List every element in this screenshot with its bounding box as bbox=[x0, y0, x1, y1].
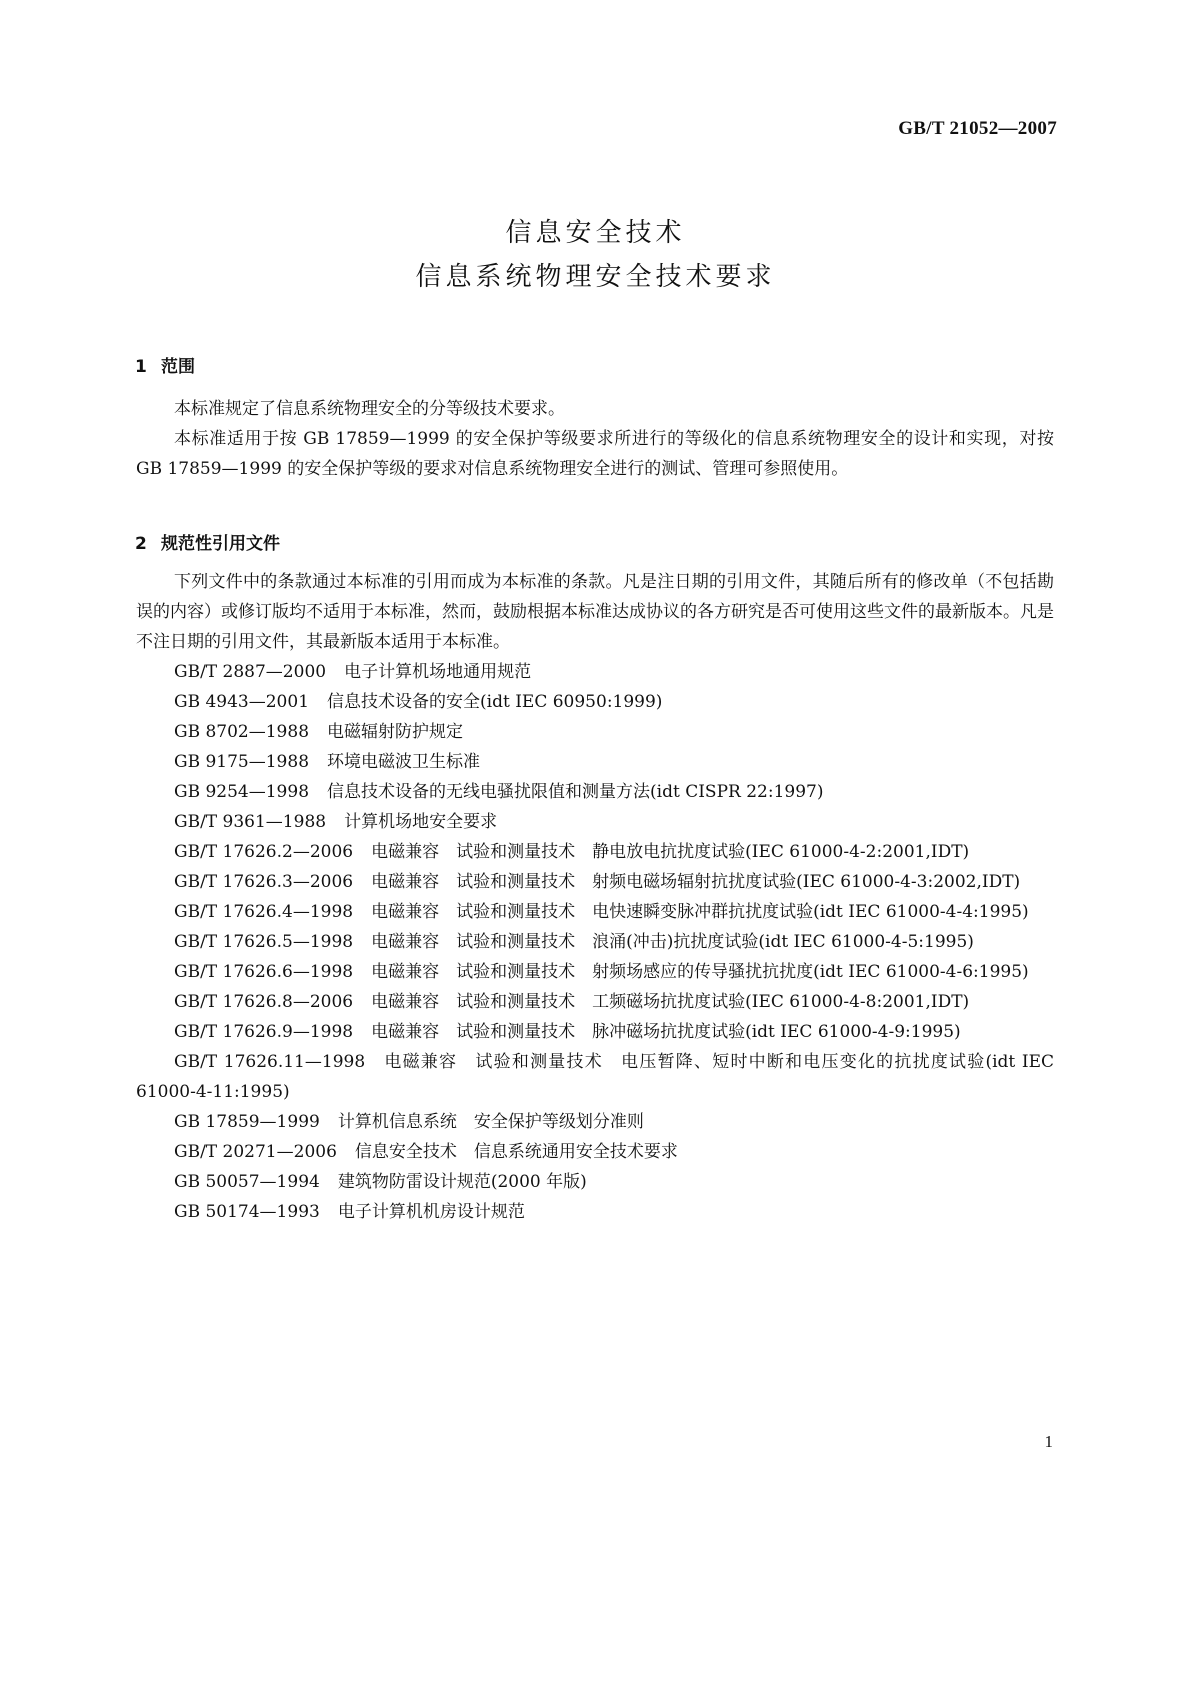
reference-title: 环境电磁波卫生标准 bbox=[327, 752, 481, 772]
reference-title: 建筑物防雷设计规范(2000 年版) bbox=[337, 1172, 587, 1192]
reference-title: 电磁辐射防护规定 bbox=[327, 722, 464, 742]
reference-code: GB 9175—1988 bbox=[174, 752, 310, 772]
reference-list bbox=[136, 657, 1054, 1227]
reference-item bbox=[136, 807, 1054, 837]
reference-item bbox=[136, 957, 1054, 987]
reference-code: GB 50174—1993 bbox=[174, 1202, 320, 1222]
section-title: 范围 bbox=[161, 357, 195, 377]
section-title: 规范性引用文件 bbox=[161, 534, 280, 554]
reference-title: 电子计算机场地通用规范 bbox=[344, 662, 532, 682]
reference-code: GB 17859—1999 bbox=[174, 1112, 320, 1132]
reference-item bbox=[136, 777, 1054, 807]
reference-code: GB/T 2887—2000 bbox=[174, 662, 327, 682]
reference-item bbox=[136, 747, 1054, 777]
reference-code: GB 8702—1988 bbox=[174, 722, 310, 742]
reference-title: 电磁兼容 试验和测量技术 射频场感应的传导骚扰抗扰度(idt IEC 61000-4-6:1995) bbox=[371, 962, 1029, 982]
reference-item bbox=[136, 717, 1054, 747]
section-number: 2 bbox=[135, 534, 147, 554]
section-number: 1 bbox=[135, 357, 147, 377]
reference-item bbox=[136, 1167, 1054, 1197]
reference-code: GB/T 17626.8—2006 bbox=[174, 992, 354, 1012]
reference-item bbox=[136, 867, 1054, 897]
reference-code: GB/T 20271—2006 bbox=[174, 1142, 337, 1162]
reference-title: 计算机场地安全要求 bbox=[344, 812, 498, 832]
document-title-line1: 信息安全技术 bbox=[505, 218, 686, 248]
standard-number: GB/T 21052—2007 bbox=[898, 118, 1057, 139]
reference-title: 电子计算机机房设计规范 bbox=[337, 1202, 525, 1222]
reference-title: 电磁兼容 试验和测量技术 脉冲磁场抗扰度试验(idt IEC 61000-4-9:1995) bbox=[371, 1022, 961, 1042]
reference-title: 计算机信息系统 安全保护等级划分准则 bbox=[337, 1112, 644, 1132]
reference-title: 信息技术设备的安全(idt IEC 60950:1999) bbox=[327, 692, 663, 712]
reference-title: 电磁兼容 试验和测量技术 静电放电抗扰度试验(IEC 61000-4-2:2001,IDT) bbox=[371, 842, 970, 862]
paragraph: 本标准适用于按 GB 17859—1999 的安全保护等级要求所进行的等级化的信息系统物理安全的设计和实现，对按 GB 17859—1999 的安全保护等级的要求对信息系统物理安全进行的测试、管理可参照使用。 bbox=[136, 429, 1054, 479]
reference-code: GB/T 9361—1988 bbox=[174, 812, 327, 832]
reference-code: GB 9254—1998 bbox=[174, 782, 310, 802]
reference-title: 电磁兼容 试验和测量技术 电快速瞬变脉冲群抗扰度试验(idt IEC 61000-4-4:1995) bbox=[371, 902, 1029, 922]
reference-title: 电磁兼容 试验和测量技术 电压暂降、短时中断和电压变化的抗扰度试验(idt IEC 61000-4-11:1995) bbox=[136, 1052, 1054, 1102]
reference-code: GB/T 17626.6—1998 bbox=[174, 962, 354, 982]
section-body-scope bbox=[136, 394, 1054, 484]
reference-code: GB/T 17626.9—1998 bbox=[174, 1022, 354, 1042]
reference-title: 电磁兼容 试验和测量技术 工频磁场抗扰度试验(IEC 61000-4-8:2001,IDT) bbox=[371, 992, 970, 1012]
page-number: 1 bbox=[1044, 1432, 1053, 1451]
reference-item bbox=[136, 1137, 1054, 1167]
reference-code: GB/T 17626.4—1998 bbox=[174, 902, 354, 922]
paragraph: 本标准规定了信息系统物理安全的分等级技术要求。 bbox=[174, 399, 565, 419]
reference-title: 信息技术设备的无线电骚扰限值和测量方法(idt CISPR 22:1997) bbox=[327, 782, 824, 802]
reference-item bbox=[136, 657, 1054, 687]
document-title-line2: 信息系统物理安全技术要求 bbox=[415, 262, 776, 292]
section-heading-normative-references bbox=[135, 529, 280, 554]
reference-item bbox=[136, 1197, 1054, 1227]
reference-item bbox=[136, 687, 1054, 717]
reference-code: GB/T 17626.2—2006 bbox=[174, 842, 354, 862]
reference-code: GB/T 17626.11—1998 bbox=[174, 1052, 366, 1072]
reference-item bbox=[136, 897, 1054, 927]
reference-code: GB 4943—2001 bbox=[174, 692, 310, 712]
section-heading-scope bbox=[135, 352, 195, 377]
section-body-normative-references bbox=[136, 567, 1054, 1227]
reference-item bbox=[136, 1047, 1054, 1107]
reference-item bbox=[136, 987, 1054, 1017]
reference-item bbox=[136, 927, 1054, 957]
reference-code: GB 50057—1994 bbox=[174, 1172, 320, 1192]
reference-title: 信息安全技术 信息系统通用安全技术要求 bbox=[354, 1142, 678, 1162]
reference-item bbox=[136, 1017, 1054, 1047]
reference-title: 电磁兼容 试验和测量技术 浪涌(冲击)抗扰度试验(idt IEC 61000-4-5:1995) bbox=[371, 932, 974, 952]
reference-item bbox=[136, 837, 1054, 867]
reference-code: GB/T 17626.3—2006 bbox=[174, 872, 354, 892]
reference-title: 电磁兼容 试验和测量技术 射频电磁场辐射抗扰度试验(IEC 61000-4-3:2002,IDT) bbox=[371, 872, 1021, 892]
paragraph: 下列文件中的条款通过本标准的引用而成为本标准的条款。凡是注日期的引用文件，其随后所有的修改单（不包括勘误的内容）或修订版均不适用于本标准，然而，鼓励根据本标准达成协议的各方研究是否可使用这些文件的最新版本。凡是不注日期的引用文件，其最新版本适用于本标准。 bbox=[136, 572, 1054, 652]
reference-item bbox=[136, 1107, 1054, 1137]
reference-code: GB/T 17626.5—1998 bbox=[174, 932, 354, 952]
